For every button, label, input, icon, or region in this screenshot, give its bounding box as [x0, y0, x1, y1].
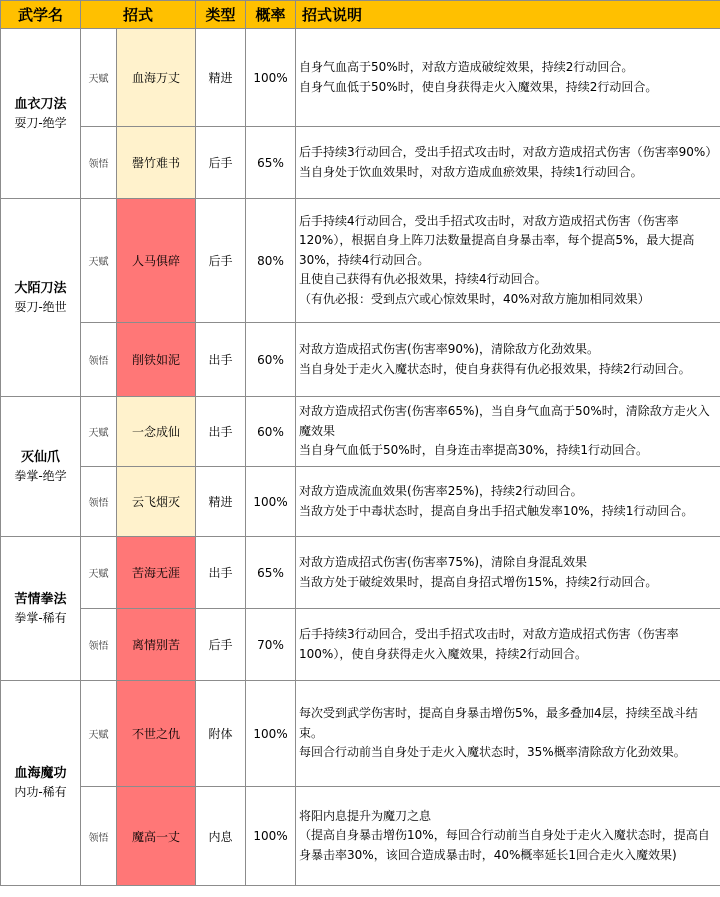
skill-name: 不世之仇 [117, 681, 196, 787]
skill-kind: 领悟 [81, 787, 117, 886]
skill-kind: 天赋 [81, 199, 117, 323]
skill-type: 后手 [196, 199, 246, 323]
description-line: 自身气血高于50%时，对敌方造成破绽效果，持续2行动回合。 [299, 60, 634, 74]
description-line: 对敌方造成招式伤害(伤害率75%)，清除自身混乱效果 [299, 555, 588, 569]
skill-description [296, 29, 720, 127]
skill-name: 离情别苦 [117, 609, 196, 681]
table-row [1, 537, 720, 609]
skill-rate: 70% [246, 609, 296, 681]
description-line: 当自身处于饮血效果时，对敌方造成血瘀效果，持续1行动回合。 [299, 164, 643, 179]
table-row [1, 323, 720, 397]
skill-rate: 60% [246, 323, 296, 397]
description-line: 当敌方处于中毒状态时，提高自身出手招式触发率10%，持续1行动回合。 [299, 503, 694, 518]
description-line: 将阳内息提升为魔刀之息 [299, 808, 432, 823]
skill-type: 内息 [196, 787, 246, 886]
header-desc: 招式说明 [296, 1, 720, 29]
martial-art-cell [1, 29, 81, 199]
description-line: 当自身处于走火入魔状态时，使自身获得有仇必报效果，持续2行动回合。 [299, 361, 691, 376]
skill-rate: 65% [246, 127, 296, 199]
martial-art-name: 血衣刀法 [14, 96, 67, 112]
martial-art-cell [1, 199, 81, 397]
skill-type: 出手 [196, 537, 246, 609]
skill-kind: 天赋 [81, 397, 117, 467]
description-line: （有仇必报：受到点穴或心惊效果时，40%对敌方施加相同效果） [299, 291, 650, 306]
table-row [1, 467, 720, 537]
skill-rate: 100% [246, 467, 296, 537]
table-row [1, 397, 720, 467]
skill-type: 出手 [196, 397, 246, 467]
description-line: 后手持续3行动回合，受出手招式攻击时，对敌方造成招式伤害（伤害率100%），使自身获得走火入魔效果，持续2行动回合。 [299, 627, 679, 661]
martial-art-name: 大陌刀法 [14, 280, 67, 296]
description-line: 后手持续3行动回合，受出手招式攻击时，对敌方造成招式伤害（伤害率90%） [299, 145, 718, 159]
skill-type: 附体 [196, 681, 246, 787]
martial-art-category: 拳掌-绝学 [14, 468, 67, 483]
description-line: 后手持续4行动回合，受出手招式攻击时，对敌方造成招式伤害（伤害率120%），根据自身上阵刀法数量提高自身暴击率，每个提高5%，最大提高30%，持续4行动回合。 [299, 213, 695, 267]
martial-art-category: 耍刀-绝世 [14, 299, 67, 314]
skill-name: 魔高一丈 [117, 787, 196, 886]
skill-description [296, 537, 720, 609]
skill-rate: 65% [246, 537, 296, 609]
skill-name: 人马俱碎 [117, 199, 196, 323]
skill-kind: 领悟 [81, 609, 117, 681]
skill-name: 苦海无涯 [117, 537, 196, 609]
description-line: 每回合行动前当自身处于走火入魔状态时，35%概率清除敌方化劲效果。 [299, 745, 686, 760]
description-line: 对敌方造成流血效果(伤害率25%)，持续2行动回合。 [299, 484, 583, 498]
skill-name: 削铁如泥 [117, 323, 196, 397]
skill-kind: 天赋 [81, 537, 117, 609]
description-line: 对敌方造成招式伤害(伤害率90%)，清除敌方化劲效果。 [299, 342, 600, 356]
skill-description [296, 127, 720, 199]
martial-art-name: 血海魔功 [14, 766, 67, 781]
skill-name: 云飞烟灭 [117, 467, 196, 537]
skill-kind: 领悟 [81, 127, 117, 199]
header-skill: 招式 [81, 1, 196, 29]
skill-type: 精进 [196, 467, 246, 537]
skill-kind: 天赋 [81, 29, 117, 127]
header-type: 类型 [196, 1, 246, 29]
table-row [1, 681, 720, 787]
header-row [1, 1, 720, 29]
martial-art-name: 灭仙爪 [20, 449, 60, 465]
martial-art-cell [1, 681, 81, 886]
skill-description [296, 199, 720, 323]
description-line: 当敌方处于破绽效果时，提高自身招式增伤15%，持续2行动回合。 [299, 574, 658, 589]
description-line: 当自身气血低于50%时，自身连击率提高30%，持续1行动回合。 [299, 443, 648, 458]
skill-rate: 80% [246, 199, 296, 323]
martial-art-name: 苦情拳法 [14, 591, 67, 607]
skill-name: 罄竹难书 [117, 127, 196, 199]
table-row [1, 29, 720, 127]
skill-description [296, 397, 720, 467]
table-row [1, 609, 720, 681]
skill-kind: 领悟 [81, 467, 117, 537]
header-name: 武学名 [1, 1, 81, 29]
skill-rate: 100% [246, 681, 296, 787]
skill-description [296, 681, 720, 787]
martial-art-category: 耍刀-绝学 [14, 115, 67, 130]
description-line: 且使自己获得有仇必报效果，持续4行动回合。 [299, 272, 547, 287]
description-line: 对敌方造成招式伤害(伤害率65%)，当自身气血高于50%时，清除敌方走火入魔效果 [299, 404, 710, 438]
skill-rate: 100% [246, 787, 296, 886]
martial-art-category: 内功-稀有 [14, 785, 67, 799]
table-row [1, 787, 720, 886]
martial-art-cell [1, 537, 81, 681]
skill-name: 一念成仙 [117, 397, 196, 467]
description-line: 每次受到武学伤害时，提高自身暴击增伤5%，最多叠加4层，持续至战斗结束。 [299, 706, 698, 740]
table-row [1, 127, 720, 199]
skill-type: 出手 [196, 323, 246, 397]
skill-kind: 领悟 [81, 323, 117, 397]
description-line: （提高自身暴击增伤10%，每回合行动前当自身处于走火入魔状态时，提高自身暴击率30%，该回合造成暴击时，40%概率延长1回合走火入魔效果) [299, 828, 710, 862]
skill-description [296, 609, 720, 681]
martial-art-category: 拳掌-稀有 [14, 610, 67, 625]
skill-rate: 60% [246, 397, 296, 467]
header-rate: 概率 [246, 1, 296, 29]
skill-type: 后手 [196, 127, 246, 199]
skill-description [296, 467, 720, 537]
skill-kind: 天赋 [81, 681, 117, 787]
skill-rate: 100% [246, 29, 296, 127]
skill-description [296, 787, 720, 886]
table-row [1, 199, 720, 323]
skill-description [296, 323, 720, 397]
skill-name: 血海万丈 [117, 29, 196, 127]
skill-type: 后手 [196, 609, 246, 681]
skill-type: 精进 [196, 29, 246, 127]
description-line: 自身气血低于50%时，使自身获得走火入魔效果，持续2行动回合。 [299, 79, 658, 94]
table-body [1, 29, 720, 886]
martial-art-cell [1, 397, 81, 537]
